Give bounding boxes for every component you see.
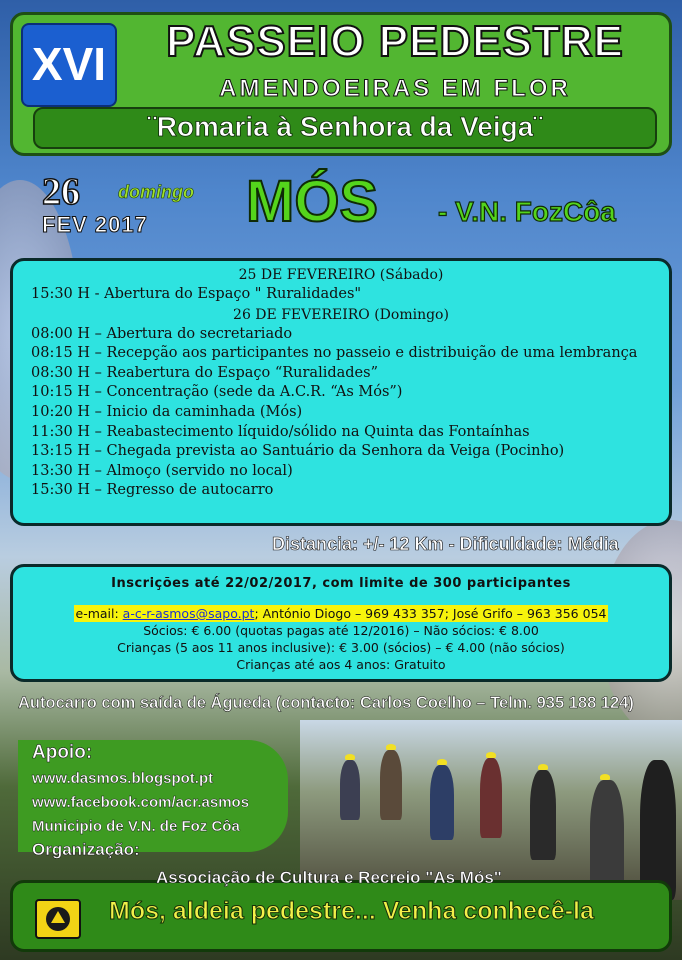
registration-heading: Inscrições até 22/02/2017, com limite de 300 participantes [111, 576, 571, 591]
contact-line [74, 605, 609, 622]
organization-name: Associação de Cultura e Recreio "As Mós" [156, 868, 502, 887]
support-title: Apoio: [32, 742, 93, 763]
registration-panel [10, 564, 672, 682]
page-title: PASSEIO PEDESTRE [166, 17, 624, 66]
edition-badge: XVI [21, 23, 117, 107]
distance-difficulty: Distancia: +/- 12 Km - Dificuldade: Média [272, 534, 619, 554]
phone-contacts: ; António Diogo – 969 433 357; José Grifo – 963 356 054 [254, 606, 607, 621]
schedule-item: 10:15 H – Concentração (sede da A.C.R. “As Mós”) [31, 384, 403, 401]
support-municipality: Municipio de V.N. de Foz Côa [32, 818, 240, 835]
schedule-item: 10:20 H – Inicio da caminhada (Mós) [31, 403, 303, 420]
tagline: ¨Romaria à Senhora da Veiga¨ [33, 107, 657, 149]
event-month-year: FEV 2017 [42, 212, 148, 237]
schedule-item: 13:15 H – Chegada prevista ao Santuário da Senhora da Veiga (Pocinho) [31, 443, 565, 460]
location-region: - V.N. FozCôa [438, 196, 616, 227]
footer-banner [10, 880, 672, 952]
location-name: MÓS [246, 169, 379, 234]
footer-slogan: Mós, aldeia pedestre... Venha conhecê-la [109, 897, 594, 925]
schedule-item: 13:30 H – Almoço (servido no local) [31, 462, 293, 479]
schedule-item: 08:30 H – Reabertura do Espaço “Ruralidades” [31, 364, 378, 381]
event-weekday: domingo [118, 182, 194, 202]
support-link-blog[interactable]: www.dasmos.blogspot.pt [32, 770, 214, 787]
header-banner [10, 12, 672, 156]
email-link[interactable]: a-c-r-asmos@sapo.pt [122, 606, 255, 621]
schedule-day-heading: 26 DE FEVEREIRO (Domingo) [233, 306, 449, 323]
schedule-item: 08:15 H – Recepção aos participantes no passeio e distribuição de uma lembrança [31, 345, 638, 362]
price-children: Crianças (5 aos 11 anos inclusive): € 3.00 (sócios) – € 4.00 (não sócios) [117, 640, 565, 655]
association-logo-icon [35, 899, 81, 939]
schedule-item: 11:30 H – Reabastecimento líquido/sólido na Quinta das Fontaínhas [31, 423, 530, 440]
support-link-facebook[interactable]: www.facebook.com/acr.asmos [32, 794, 250, 811]
schedule-item: 08:00 H – Abertura do secretariado [31, 325, 293, 342]
schedule-item: 15:30 H – Regresso de autocarro [31, 482, 274, 499]
organization-label: Organização: [32, 840, 140, 859]
schedule-item: 15:30 H - Abertura do Espaço " Ruralidades" [31, 286, 362, 302]
price-members: Sócios: € 6.00 (quotas pagas até 12/2016) – Não sócios: € 8.00 [143, 623, 539, 638]
schedule-day-heading: 25 DE FEVEREIRO (Sábado) [238, 267, 444, 283]
email-label: e-mail: [75, 606, 123, 621]
schedule-panel [10, 258, 672, 526]
event-day: 26 [42, 171, 80, 213]
price-toddlers: Crianças até aos 4 anos: Gratuito [236, 657, 446, 672]
bus-info: Autocarro com saída de Águeda (contacto: Carlos Coelho – Telm. 935 188 124) [18, 694, 634, 712]
page-subtitle: AMENDOEIRAS EM FLOR [219, 75, 571, 102]
